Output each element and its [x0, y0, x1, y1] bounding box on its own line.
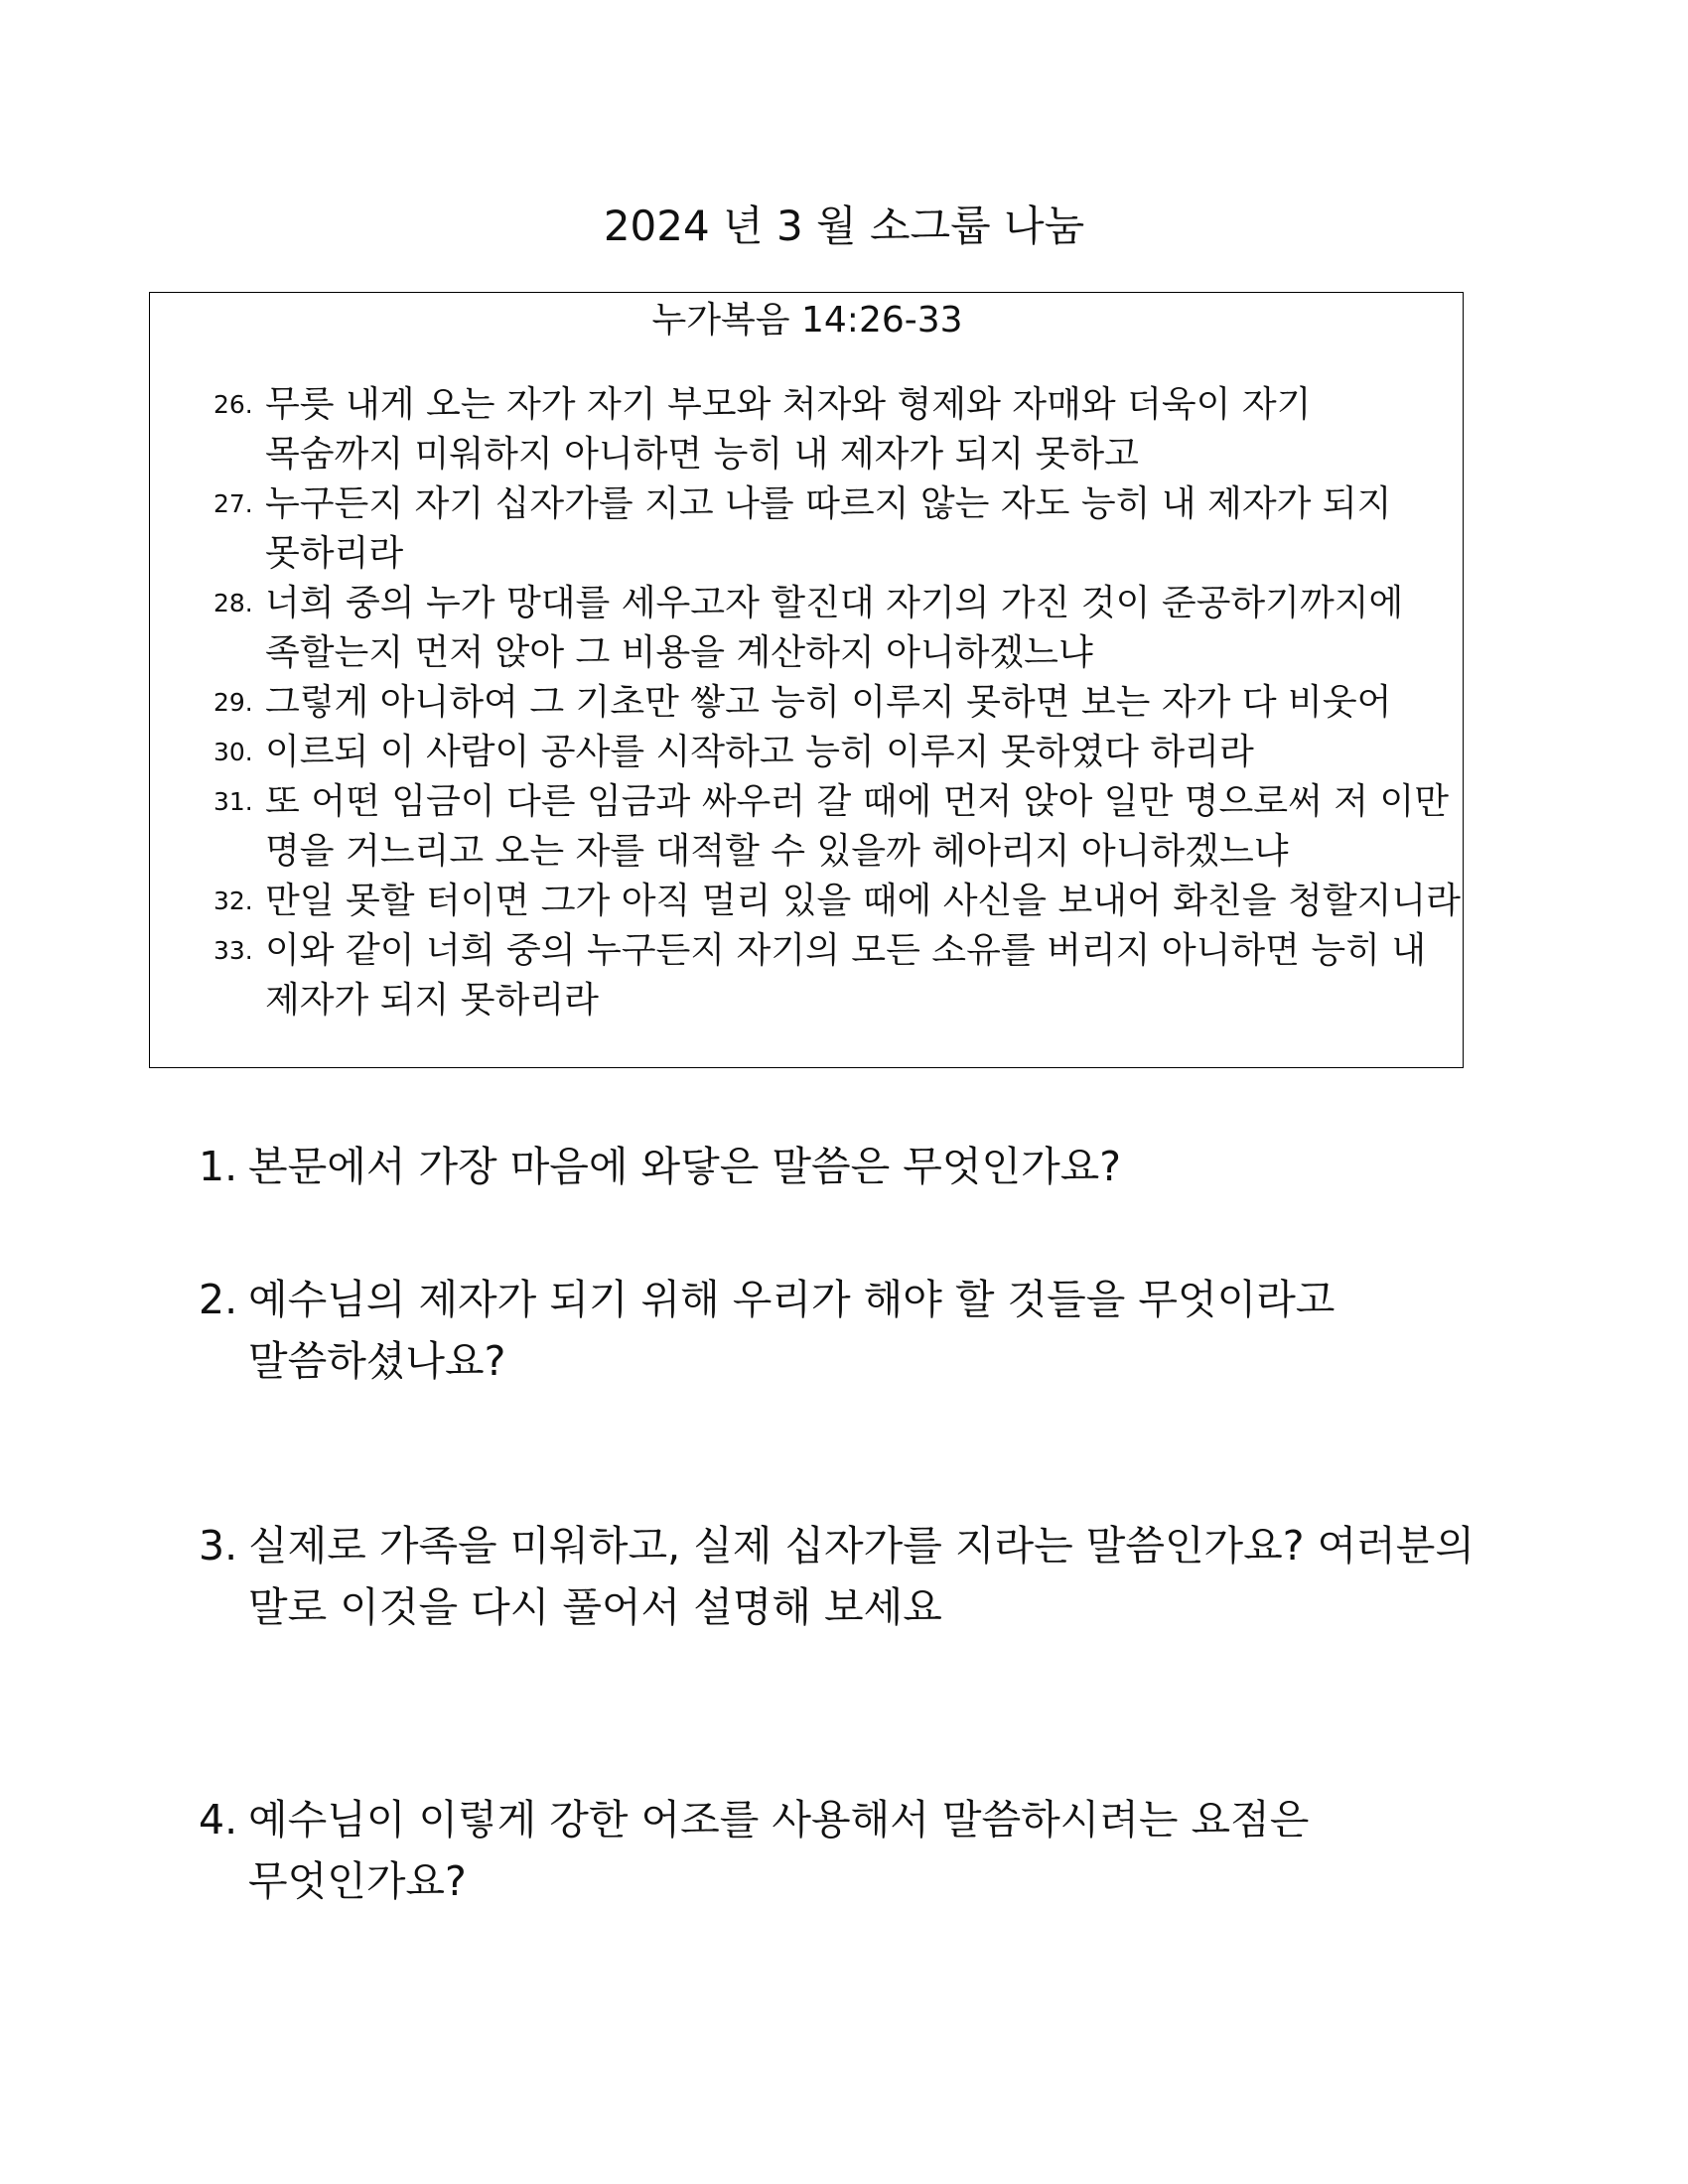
verse-27: [150, 479, 1461, 579]
verse-number: 27.: [213, 489, 253, 518]
question-text-line: 말씀하셨나요?: [248, 1337, 506, 1385]
verse-31: [150, 777, 1461, 877]
verse-text-line: 그렇게 아니하여 그 기초만 쌓고 능히 이루지 못하면 보는 자가 다 비웃어: [265, 682, 1392, 723]
verse-text-line: 못하리라: [265, 533, 404, 574]
question-number: 2.: [199, 1276, 238, 1323]
verse-text-line: 또 어떤 임금이 다른 임금과 싸우러 갈 때에 먼저 앉아 일만 명으로써 저 이만: [265, 781, 1450, 822]
verse-text-line: 만일 못할 터이면 그가 아직 멀리 있을 때에 사신을 보내어 화친을 청할지니라: [265, 881, 1461, 921]
verse-text-line: 너희 중의 누가 망대를 세우고자 할진대 자기의 가진 것이 준공하기까지에: [265, 583, 1404, 623]
verse-text-line: 이와 같이 너희 중의 누구든지 자기의 모든 소유를 버리지 아니하면 능히 내: [265, 930, 1427, 971]
question-number: 4.: [199, 1796, 238, 1843]
passage-reference: 누가복음 14:26-33: [651, 300, 963, 341]
question-text-line: 말로 이것을 다시 풀어서 설명해 보세요: [248, 1583, 942, 1631]
question-text-line: 예수님의 제자가 되기 위해 우리가 해야 할 것들을 무엇이라고: [248, 1276, 1336, 1323]
question-text-line: 본문에서 가장 마음에 와닿은 말씀은 무엇인가요?: [248, 1143, 1122, 1190]
verse-text-line: 목숨까지 미워하지 아니하면 능히 내 제자가 되지 못하고: [265, 434, 1139, 475]
verse-number: 33.: [213, 936, 253, 965]
page-title: 2024 년 3 월 소그룹 나눔: [603, 202, 1085, 250]
verse-26: [150, 380, 1461, 479]
verse-32: [150, 877, 1461, 926]
verse-number: 31.: [213, 787, 253, 816]
verse-number: 30.: [213, 738, 253, 766]
question-number: 1.: [199, 1143, 238, 1190]
verse-text-line: 누구든지 자기 십자가를 지고 나를 따르지 않는 자도 능히 내 제자가 되지: [265, 483, 1392, 524]
verse-text-line: 이르되 이 사람이 공사를 시작하고 능히 이루지 못하였다 하리라: [265, 732, 1254, 772]
question-2: [199, 1269, 1335, 1392]
question-number: 3.: [199, 1522, 238, 1570]
verse-number: 32.: [213, 887, 253, 915]
scripture-passage-box: [149, 292, 1464, 1068]
verse-29: [150, 678, 1461, 728]
question-text-line: 무엇인가요?: [248, 1857, 467, 1905]
verse-list: [150, 380, 1461, 1025]
verse-text-line: 제자가 되지 못하리라: [265, 980, 599, 1021]
verse-30: [150, 728, 1461, 777]
verse-number: 28.: [213, 589, 253, 617]
question-4: [199, 1789, 1309, 1912]
question-text-line: 예수님이 이렇게 강한 어조를 사용해서 말씀하시려는 요점은: [248, 1796, 1310, 1843]
question-3: [199, 1515, 1475, 1638]
verse-number: 26.: [213, 390, 253, 419]
verse-28: [150, 579, 1461, 678]
verse-33: [150, 926, 1461, 1025]
verse-text-line: 족할는지 먼저 앉아 그 비용을 계산하지 아니하겠느냐: [265, 632, 1093, 673]
question-1: [199, 1136, 1121, 1197]
verse-number: 29.: [213, 688, 253, 717]
verse-text-line: 명을 거느리고 오는 자를 대적할 수 있을까 헤아리지 아니하겠느냐: [265, 831, 1289, 872]
verse-text-line: 무릇 내게 오는 자가 자기 부모와 처자와 형제와 자매와 더욱이 자기: [265, 384, 1312, 425]
question-text-line: 실제로 가족을 미워하고, 실제 십자가를 지라는 말씀인가요? 여러분의: [248, 1522, 1475, 1570]
